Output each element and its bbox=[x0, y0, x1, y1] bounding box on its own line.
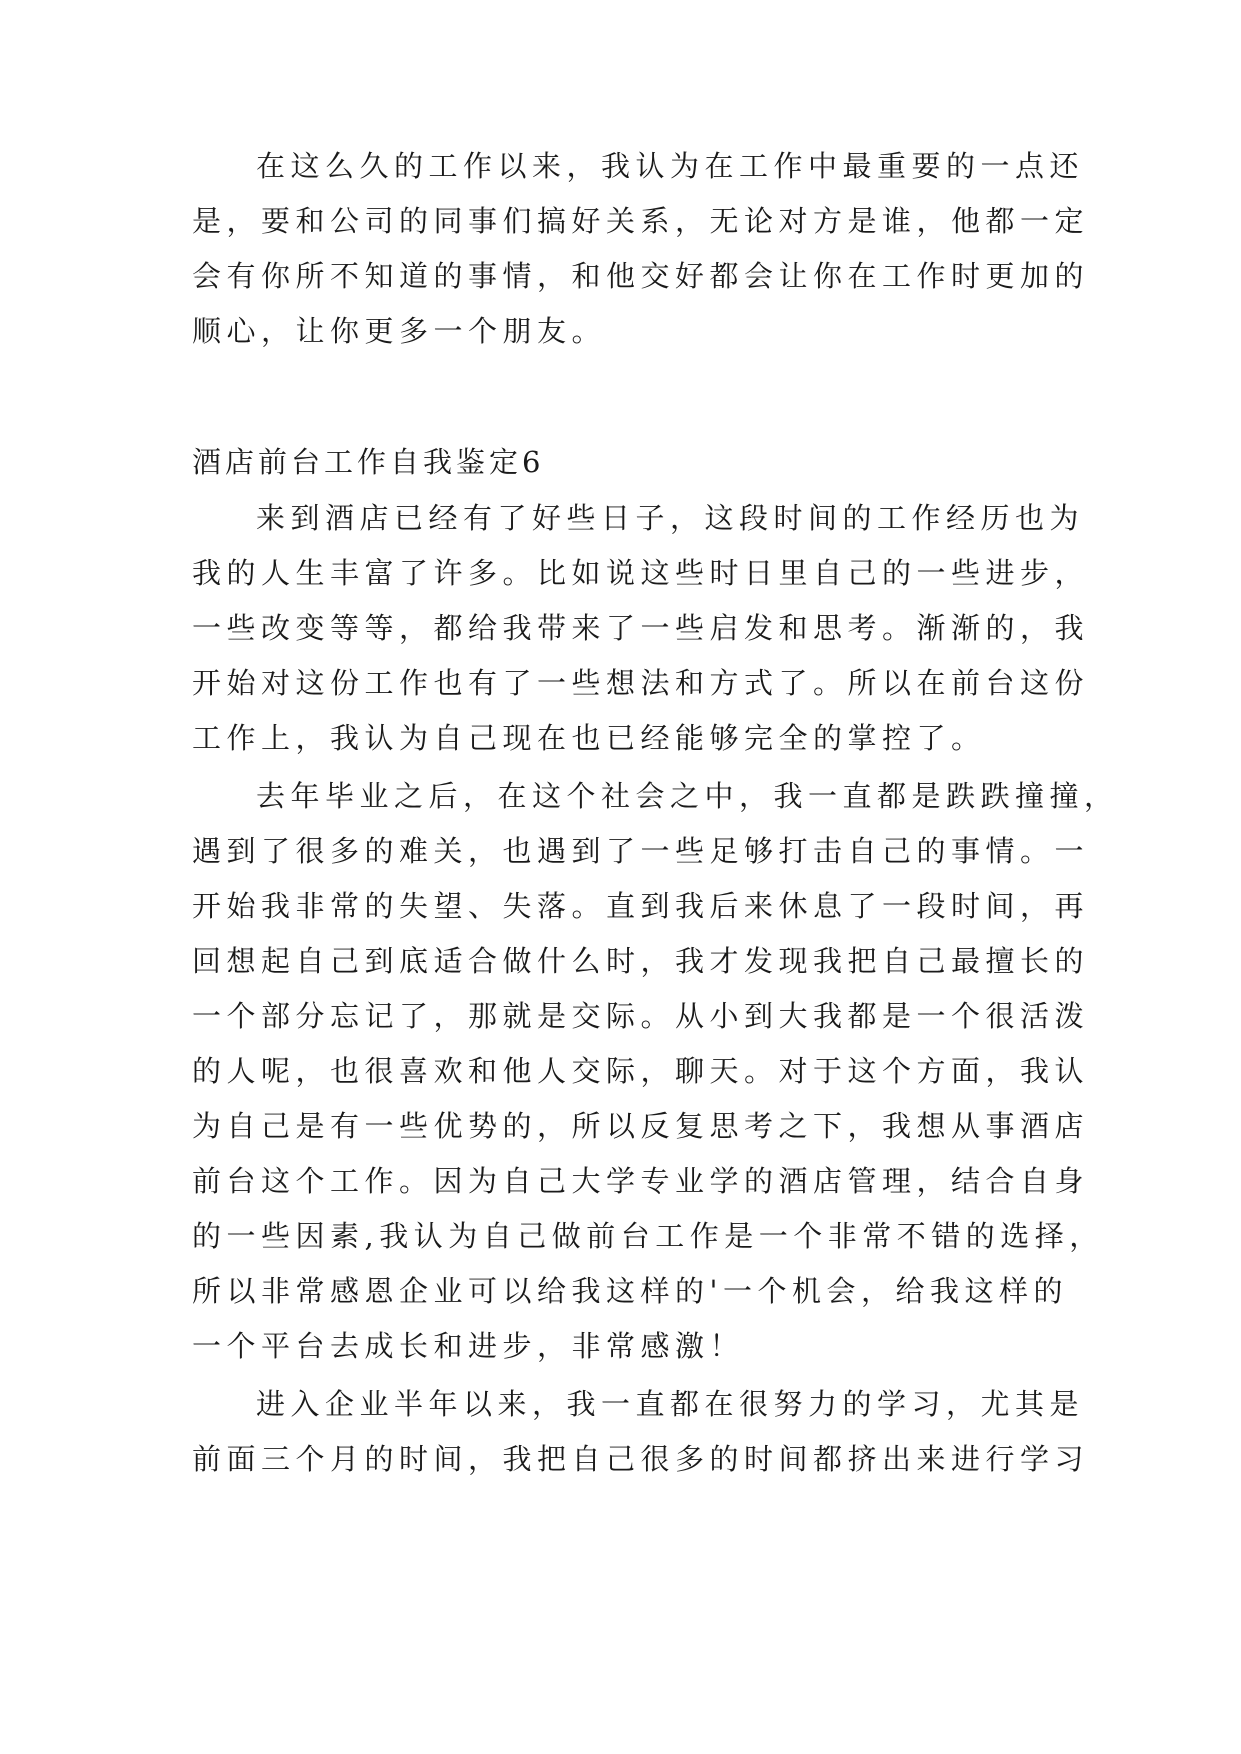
paragraph-1-line-2: 是，要和公司的同事们搞好关系，无论对方是谁，他都一定 bbox=[192, 204, 1090, 238]
paragraph-2-line-2: 我的人生丰富了许多。比如说这些时日里自己的一些进步， bbox=[192, 556, 1090, 590]
paragraph-1-line-1: 在这么久的工作以来，我认为在工作中最重要的一点还 bbox=[256, 149, 1085, 183]
paragraph-1-line-3: 会有你所不知道的事情，和他交好都会让你在工作时更加的 bbox=[192, 259, 1090, 293]
paragraph-2-line-1: 来到酒店已经有了好些日子，这段时间的工作经历也为 bbox=[256, 501, 1085, 535]
paragraph-3-line-5: 一个部分忘记了，那就是交际。从小到大我都是一个很活泼 bbox=[192, 999, 1090, 1033]
paragraph-3-line-1: 去年毕业之后，在这个社会之中，我一直都是跌跌撞撞， bbox=[256, 779, 1119, 813]
paragraph-3-line-9: 的一些因素,我认为自己做前台工作是一个非常不错的选择， bbox=[192, 1219, 1104, 1253]
paragraph-3-line-6: 的人呢，也很喜欢和他人交际，聊天。对于这个方面，我认 bbox=[192, 1054, 1090, 1088]
paragraph-3-line-10: 所以非常感恩企业可以给我这样的'一个机会，给我这样的 bbox=[192, 1274, 1068, 1308]
paragraph-2-line-4: 开始对这份工作也有了一些想法和方式了。所以在前台这份 bbox=[192, 666, 1090, 700]
paragraph-3-line-4: 回想起自己到底适合做什么时，我才发现我把自己最擅长的 bbox=[192, 944, 1090, 978]
paragraph-3-line-2: 遇到了很多的难关，也遇到了一些足够打击自己的事情。一 bbox=[192, 834, 1090, 868]
paragraph-3-line-7: 为自己是有一些优势的，所以反复思考之下，我想从事酒店 bbox=[192, 1109, 1090, 1143]
paragraph-1-line-4: 顺心，让你更多一个朋友。 bbox=[192, 314, 607, 348]
paragraph-4-line-1: 进入企业半年以来，我一直都在很努力的学习，尤其是 bbox=[256, 1387, 1085, 1421]
paragraph-3-line-11: 一个平台去成长和进步，非常感激！ bbox=[192, 1329, 745, 1363]
section-heading: 酒店前台工作自我鉴定6 bbox=[192, 445, 545, 479]
paragraph-4-line-2: 前面三个月的时间，我把自己很多的时间都挤出来进行学习 bbox=[192, 1442, 1090, 1476]
paragraph-3-line-3: 开始我非常的失望、失落。直到我后来休息了一段时间，再 bbox=[192, 889, 1090, 923]
paragraph-2-line-3: 一些改变等等，都给我带来了一些启发和思考。渐渐的，我 bbox=[192, 611, 1090, 645]
paragraph-2-line-5: 工作上，我认为自己现在也已经能够完全的掌控了。 bbox=[192, 721, 986, 755]
paragraph-3-line-8: 前台这个工作。因为自己大学专业学的酒店管理，结合自身 bbox=[192, 1164, 1090, 1198]
